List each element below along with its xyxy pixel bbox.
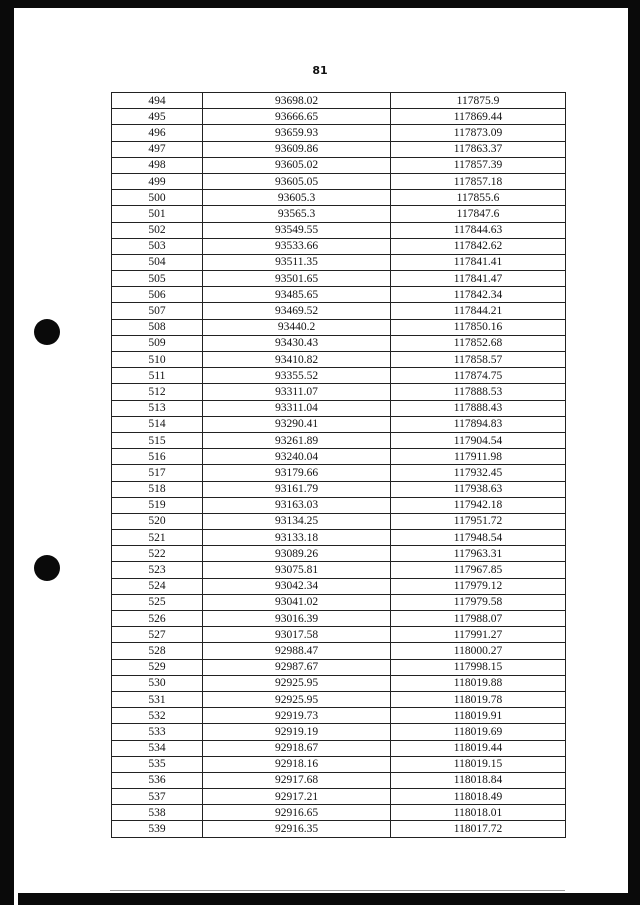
x-coordinate-cell: 92988.47 <box>203 643 391 659</box>
table-row <box>112 675 566 691</box>
y-coordinate-cell: 117857.39 <box>391 157 566 173</box>
scan-border-right <box>628 0 640 905</box>
table-row <box>112 432 566 448</box>
table-row <box>112 319 566 335</box>
y-coordinate-cell: 117963.31 <box>391 546 566 562</box>
y-coordinate-cell: 117979.12 <box>391 578 566 594</box>
y-coordinate-cell: 117904.54 <box>391 432 566 448</box>
table-row <box>112 805 566 821</box>
point-number-cell: 537 <box>112 789 203 805</box>
y-coordinate-cell: 118000.27 <box>391 643 566 659</box>
point-number-cell: 535 <box>112 756 203 772</box>
punch-hole-upper <box>34 319 60 345</box>
y-coordinate-cell: 117844.63 <box>391 222 566 238</box>
point-number-cell: 534 <box>112 740 203 756</box>
point-number-cell: 508 <box>112 319 203 335</box>
x-coordinate-cell: 93042.34 <box>203 578 391 594</box>
y-coordinate-cell: 117894.83 <box>391 416 566 432</box>
x-coordinate-cell: 93016.39 <box>203 611 391 627</box>
point-number-cell: 502 <box>112 222 203 238</box>
x-coordinate-cell: 93511.35 <box>203 254 391 270</box>
y-coordinate-cell: 117855.6 <box>391 190 566 206</box>
point-number-cell: 497 <box>112 141 203 157</box>
point-number-cell: 494 <box>112 93 203 109</box>
y-coordinate-cell: 117852.68 <box>391 335 566 351</box>
table-row <box>112 335 566 351</box>
y-coordinate-cell: 118017.72 <box>391 821 566 837</box>
y-coordinate-cell: 117873.09 <box>391 125 566 141</box>
scan-bottom-rule <box>110 890 565 891</box>
y-coordinate-cell: 117942.18 <box>391 497 566 513</box>
x-coordinate-cell: 93549.55 <box>203 222 391 238</box>
x-coordinate-cell: 92987.67 <box>203 659 391 675</box>
y-coordinate-cell: 118019.91 <box>391 708 566 724</box>
x-coordinate-cell: 93041.02 <box>203 594 391 610</box>
x-coordinate-cell: 93163.03 <box>203 497 391 513</box>
y-coordinate-cell: 117847.6 <box>391 206 566 222</box>
table-row <box>112 125 566 141</box>
y-coordinate-cell: 118019.88 <box>391 675 566 691</box>
x-coordinate-cell: 92916.35 <box>203 821 391 837</box>
table-row <box>112 594 566 610</box>
punch-hole-lower <box>34 555 60 581</box>
scan-border-bottom <box>18 893 628 905</box>
point-number-cell: 514 <box>112 416 203 432</box>
point-number-cell: 510 <box>112 352 203 368</box>
point-number-cell: 520 <box>112 513 203 529</box>
table-row <box>112 821 566 837</box>
table-body <box>112 93 566 838</box>
table-row <box>112 93 566 109</box>
y-coordinate-cell: 118019.15 <box>391 756 566 772</box>
table-row <box>112 109 566 125</box>
table-row <box>112 287 566 303</box>
x-coordinate-cell: 93440.2 <box>203 319 391 335</box>
table-row <box>112 627 566 643</box>
point-number-cell: 496 <box>112 125 203 141</box>
x-coordinate-cell: 93261.89 <box>203 432 391 448</box>
table-row <box>112 368 566 384</box>
y-coordinate-cell: 117857.18 <box>391 173 566 189</box>
x-coordinate-cell: 93659.93 <box>203 125 391 141</box>
y-coordinate-cell: 117841.41 <box>391 254 566 270</box>
x-coordinate-cell: 93666.65 <box>203 109 391 125</box>
y-coordinate-cell: 117844.21 <box>391 303 566 319</box>
point-number-cell: 512 <box>112 384 203 400</box>
point-number-cell: 525 <box>112 594 203 610</box>
y-coordinate-cell: 117888.53 <box>391 384 566 400</box>
x-coordinate-cell: 93161.79 <box>203 481 391 497</box>
table-row <box>112 416 566 432</box>
x-coordinate-cell: 93533.66 <box>203 238 391 254</box>
x-coordinate-cell: 93089.26 <box>203 546 391 562</box>
point-number-cell: 507 <box>112 303 203 319</box>
point-number-cell: 517 <box>112 465 203 481</box>
y-coordinate-cell: 118019.44 <box>391 740 566 756</box>
point-number-cell: 530 <box>112 675 203 691</box>
point-number-cell: 527 <box>112 627 203 643</box>
x-coordinate-cell: 93133.18 <box>203 530 391 546</box>
point-number-cell: 511 <box>112 368 203 384</box>
y-coordinate-cell: 118019.78 <box>391 691 566 707</box>
point-number-cell: 538 <box>112 805 203 821</box>
y-coordinate-cell: 117869.44 <box>391 109 566 125</box>
point-number-cell: 519 <box>112 497 203 513</box>
y-coordinate-cell: 117874.75 <box>391 368 566 384</box>
y-coordinate-cell: 117850.16 <box>391 319 566 335</box>
y-coordinate-cell: 117979.58 <box>391 594 566 610</box>
scan-border-top <box>12 0 640 8</box>
table-row <box>112 659 566 675</box>
x-coordinate-cell: 92925.95 <box>203 691 391 707</box>
x-coordinate-cell: 92918.16 <box>203 756 391 772</box>
y-coordinate-cell: 117948.54 <box>391 530 566 546</box>
point-number-cell: 531 <box>112 691 203 707</box>
scan-border-left <box>0 0 14 905</box>
x-coordinate-cell: 92919.73 <box>203 708 391 724</box>
x-coordinate-cell: 92917.21 <box>203 789 391 805</box>
table-row <box>112 497 566 513</box>
x-coordinate-cell: 92925.95 <box>203 675 391 691</box>
table-row <box>112 222 566 238</box>
page-number: 81 <box>312 64 328 77</box>
point-number-cell: 536 <box>112 772 203 788</box>
table-row <box>112 173 566 189</box>
table-row <box>112 708 566 724</box>
x-coordinate-cell: 93605.02 <box>203 157 391 173</box>
x-coordinate-cell: 92917.68 <box>203 772 391 788</box>
table-row <box>112 691 566 707</box>
y-coordinate-cell: 117841.47 <box>391 271 566 287</box>
point-number-cell: 498 <box>112 157 203 173</box>
coordinate-table <box>111 92 566 838</box>
x-coordinate-cell: 93311.07 <box>203 384 391 400</box>
table-row <box>112 141 566 157</box>
table-row <box>112 643 566 659</box>
x-coordinate-cell: 93134.25 <box>203 513 391 529</box>
x-coordinate-cell: 93501.65 <box>203 271 391 287</box>
point-number-cell: 518 <box>112 481 203 497</box>
point-number-cell: 515 <box>112 432 203 448</box>
x-coordinate-cell: 93485.65 <box>203 287 391 303</box>
x-coordinate-cell: 93017.58 <box>203 627 391 643</box>
table-row <box>112 772 566 788</box>
x-coordinate-cell: 93605.3 <box>203 190 391 206</box>
table-row <box>112 157 566 173</box>
table-row <box>112 206 566 222</box>
y-coordinate-cell: 117938.63 <box>391 481 566 497</box>
y-coordinate-cell: 117988.07 <box>391 611 566 627</box>
x-coordinate-cell: 93179.66 <box>203 465 391 481</box>
table-row <box>112 513 566 529</box>
y-coordinate-cell: 118018.49 <box>391 789 566 805</box>
point-number-cell: 529 <box>112 659 203 675</box>
x-coordinate-cell: 92916.65 <box>203 805 391 821</box>
table-row <box>112 449 566 465</box>
x-coordinate-cell: 92918.67 <box>203 740 391 756</box>
table-row <box>112 546 566 562</box>
point-number-cell: 522 <box>112 546 203 562</box>
table-row <box>112 611 566 627</box>
table-row <box>112 384 566 400</box>
point-number-cell: 532 <box>112 708 203 724</box>
y-coordinate-cell: 118018.84 <box>391 772 566 788</box>
table-row <box>112 740 566 756</box>
x-coordinate-cell: 93565.3 <box>203 206 391 222</box>
x-coordinate-cell: 93311.04 <box>203 400 391 416</box>
x-coordinate-cell: 93075.81 <box>203 562 391 578</box>
table-row <box>112 303 566 319</box>
point-number-cell: 495 <box>112 109 203 125</box>
x-coordinate-cell: 93290.41 <box>203 416 391 432</box>
y-coordinate-cell: 117875.9 <box>391 93 566 109</box>
table-row <box>112 271 566 287</box>
table-row <box>112 562 566 578</box>
point-number-cell: 500 <box>112 190 203 206</box>
table-row <box>112 190 566 206</box>
x-coordinate-cell: 93240.04 <box>203 449 391 465</box>
x-coordinate-cell: 93410.82 <box>203 352 391 368</box>
y-coordinate-cell: 117911.98 <box>391 449 566 465</box>
y-coordinate-cell: 117932.45 <box>391 465 566 481</box>
x-coordinate-cell: 92919.19 <box>203 724 391 740</box>
y-coordinate-cell: 117863.37 <box>391 141 566 157</box>
x-coordinate-cell: 93609.86 <box>203 141 391 157</box>
y-coordinate-cell: 118018.01 <box>391 805 566 821</box>
x-coordinate-cell: 93698.02 <box>203 93 391 109</box>
point-number-cell: 501 <box>112 206 203 222</box>
table-row <box>112 481 566 497</box>
point-number-cell: 528 <box>112 643 203 659</box>
point-number-cell: 506 <box>112 287 203 303</box>
point-number-cell: 521 <box>112 530 203 546</box>
x-coordinate-cell: 93469.52 <box>203 303 391 319</box>
point-number-cell: 509 <box>112 335 203 351</box>
y-coordinate-cell: 117991.27 <box>391 627 566 643</box>
table-row <box>112 578 566 594</box>
y-coordinate-cell: 117858.57 <box>391 352 566 368</box>
point-number-cell: 503 <box>112 238 203 254</box>
point-number-cell: 504 <box>112 254 203 270</box>
x-coordinate-cell: 93430.43 <box>203 335 391 351</box>
y-coordinate-cell: 117998.15 <box>391 659 566 675</box>
x-coordinate-cell: 93605.05 <box>203 173 391 189</box>
y-coordinate-cell: 117951.72 <box>391 513 566 529</box>
table-row <box>112 724 566 740</box>
point-number-cell: 513 <box>112 400 203 416</box>
point-number-cell: 524 <box>112 578 203 594</box>
table-row <box>112 789 566 805</box>
table-row <box>112 530 566 546</box>
x-coordinate-cell: 93355.52 <box>203 368 391 384</box>
y-coordinate-cell: 117842.34 <box>391 287 566 303</box>
point-number-cell: 499 <box>112 173 203 189</box>
point-number-cell: 505 <box>112 271 203 287</box>
point-number-cell: 516 <box>112 449 203 465</box>
y-coordinate-cell: 118019.69 <box>391 724 566 740</box>
point-number-cell: 526 <box>112 611 203 627</box>
point-number-cell: 523 <box>112 562 203 578</box>
y-coordinate-cell: 117842.62 <box>391 238 566 254</box>
point-number-cell: 539 <box>112 821 203 837</box>
table-row <box>112 756 566 772</box>
y-coordinate-cell: 117967.85 <box>391 562 566 578</box>
table-row <box>112 352 566 368</box>
table-row <box>112 238 566 254</box>
table-row <box>112 254 566 270</box>
table-row <box>112 400 566 416</box>
y-coordinate-cell: 117888.43 <box>391 400 566 416</box>
table-row <box>112 465 566 481</box>
point-number-cell: 533 <box>112 724 203 740</box>
